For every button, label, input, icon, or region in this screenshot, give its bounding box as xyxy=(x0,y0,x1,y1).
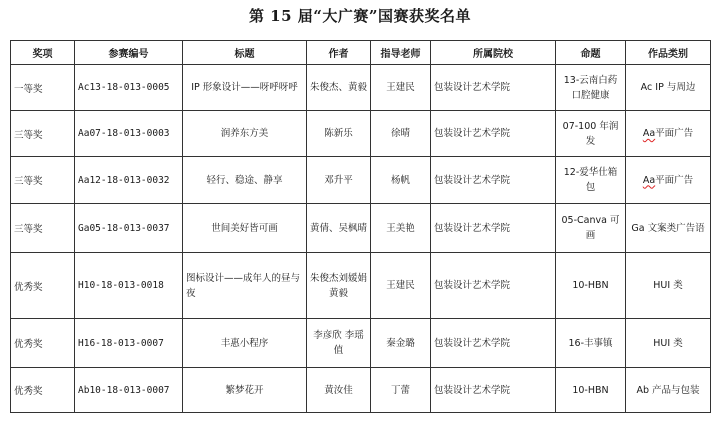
author-cell: 朱俊杰、黄毅 xyxy=(307,65,371,111)
table-row xyxy=(11,65,711,111)
category-label: HUI 类 xyxy=(653,280,683,291)
author-cell: 陈新乐 xyxy=(307,111,371,157)
category-label: HUI 类 xyxy=(653,337,683,349)
advisor-cell: 丁蕾 xyxy=(371,368,431,413)
author-cell: 黄倩、吴枫晴 xyxy=(307,204,371,253)
table-header-row xyxy=(11,41,711,65)
category-cell xyxy=(626,65,711,111)
category-cell xyxy=(626,204,711,253)
header-proposition: 命题 xyxy=(556,41,626,65)
advisor-cell: 王美艳 xyxy=(371,204,431,253)
table-row xyxy=(11,157,711,204)
award-cell: 三等奖 xyxy=(11,111,75,157)
entry-no-cell: Aa12-18-013-0032 xyxy=(75,157,183,204)
school-cell: 包装设计艺术学院 xyxy=(431,204,556,253)
category-code: Ac xyxy=(640,82,653,93)
proposition-cell: 10-HBN xyxy=(556,253,626,319)
proposition-cell: 13-云南白药口腔健康 xyxy=(556,65,626,111)
category-code: Ab xyxy=(636,384,649,396)
school-cell: 包装设计艺术学院 xyxy=(431,368,556,413)
entry-no-cell: Ab10-18-013-0007 xyxy=(75,368,183,413)
school-cell: 包装设计艺术学院 xyxy=(431,157,556,204)
school-cell: 包装设计艺术学院 xyxy=(431,65,556,111)
category-cell xyxy=(626,368,711,413)
category-cell xyxy=(626,319,711,368)
category-code: Aa xyxy=(642,128,656,139)
header-entry-no: 参赛编号 xyxy=(75,41,183,65)
award-cell: 一等奖 xyxy=(11,65,75,111)
school-cell: 包装设计艺术学院 xyxy=(431,111,556,157)
entry-no-cell: Ga05-18-013-0037 xyxy=(75,204,183,253)
work-title-cell: 世间美好皆可画 xyxy=(183,204,307,253)
advisor-cell: 王建民 xyxy=(371,253,431,319)
category-label: 产品与包装 xyxy=(652,384,700,396)
entry-no-cell: Aa07-18-013-0003 xyxy=(75,111,183,157)
category-cell xyxy=(626,111,711,157)
category-label: IP 与周边 xyxy=(655,82,696,93)
author-cell: 邓升平 xyxy=(307,157,371,204)
work-title-cell: 轻行、稳途、静享 xyxy=(183,157,307,204)
header-work-title: 标题 xyxy=(183,41,307,65)
proposition-cell: 07-100 年润发 xyxy=(556,111,626,157)
school-cell: 包装设计艺术学院 xyxy=(431,319,556,368)
header-advisor: 指导老师 xyxy=(371,41,431,65)
work-title-cell: 丰惠小程序 xyxy=(183,319,307,368)
author-cell: 黄汝佳 xyxy=(307,368,371,413)
advisor-cell: 王建民 xyxy=(371,65,431,111)
proposition-cell: 16-丰事镇 xyxy=(556,319,626,368)
category-label: 平面广告 xyxy=(655,174,694,186)
table-row xyxy=(11,204,711,253)
table-row xyxy=(11,111,711,157)
work-title-cell: IP 形象设计——呀呼呀呼 xyxy=(183,65,307,111)
awards-table xyxy=(10,40,711,413)
advisor-cell: 秦金璐 xyxy=(371,319,431,368)
work-title-cell: 图标设计——成年人的昼与夜 xyxy=(183,253,307,319)
award-cell: 三等奖 xyxy=(11,157,75,204)
proposition-cell: 05-Canva 可画 xyxy=(556,204,626,253)
author-cell: 李彦欣 李瑶值 xyxy=(307,319,371,368)
category-label: 文案类广告语 xyxy=(647,222,705,234)
entry-no-cell: Ac13-18-013-0005 xyxy=(75,65,183,111)
school-cell: 包装设计艺术学院 xyxy=(431,253,556,319)
award-cell: 三等奖 xyxy=(11,204,75,253)
award-cell: 优秀奖 xyxy=(11,319,75,368)
advisor-cell: 杨帆 xyxy=(371,157,431,204)
header-award: 奖项 xyxy=(11,41,75,65)
category-cell xyxy=(626,253,711,319)
category-code: Aa xyxy=(642,174,656,186)
entry-no-cell: H10-18-013-0018 xyxy=(75,253,183,319)
header-school: 所属院校 xyxy=(431,41,556,65)
award-cell: 优秀奖 xyxy=(11,253,75,319)
category-code: Ga xyxy=(631,222,645,234)
table-row xyxy=(11,368,711,413)
page-title: 第 15 届“大广赛”国赛获奖名单 xyxy=(248,7,472,25)
work-title-cell: 繁梦花开 xyxy=(183,368,307,413)
entry-no-cell: H16-18-013-0007 xyxy=(75,319,183,368)
advisor-cell: 徐晴 xyxy=(371,111,431,157)
proposition-cell: 10-HBN xyxy=(556,368,626,413)
work-title-cell: 润养东方美 xyxy=(183,111,307,157)
award-cell: 优秀奖 xyxy=(11,368,75,413)
category-label: 平面广告 xyxy=(655,128,694,139)
author-cell: 朱俊杰刘媛娟 黄毅 xyxy=(307,253,371,319)
category-cell xyxy=(626,157,711,204)
table-row xyxy=(11,253,711,319)
header-category: 作品类别 xyxy=(626,41,711,65)
header-author: 作者 xyxy=(307,41,371,65)
proposition-cell: 12-爱华仕箱包 xyxy=(556,157,626,204)
table-row xyxy=(11,319,711,368)
